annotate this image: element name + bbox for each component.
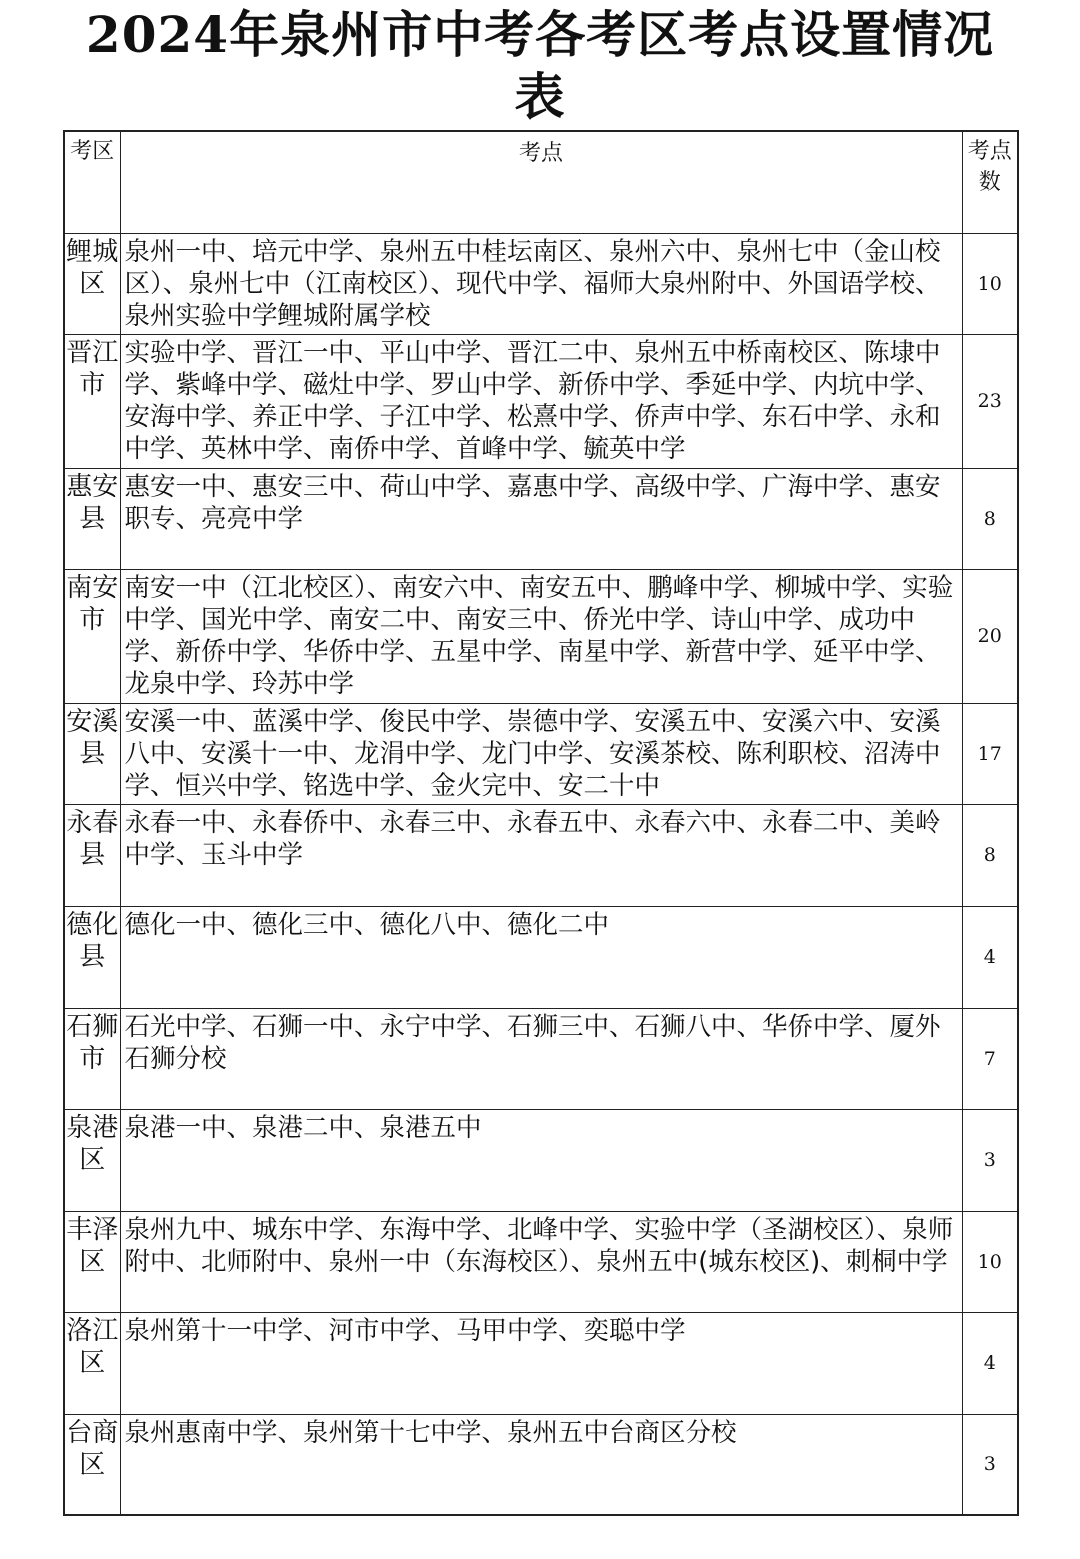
schools-cell: 泉港一中、泉港二中、泉港五中 <box>120 1109 962 1211</box>
district-cell: 鲤城区 <box>64 233 120 334</box>
page-title <box>0 4 1080 128</box>
table-header-row <box>64 131 1018 233</box>
table-row <box>64 1008 1018 1109</box>
district-cell: 泉港区 <box>64 1109 120 1211</box>
schools-cell: 泉州惠南中学、泉州第十七中学、泉州五中台商区分校 <box>120 1414 962 1515</box>
schools-cell: 德化一中、德化三中、德化八中、德化二中 <box>120 906 962 1008</box>
schools-cell: 泉州一中、培元中学、泉州五中桂坛南区、泉州六中、泉州七中（金山校区）、泉州七中（江南校区）、现代中学、福师大泉州附中、外国语学校、泉州实验中学鲤城附属学校 <box>120 233 962 334</box>
schools-cell: 惠安一中、惠安三中、荷山中学、嘉惠中学、高级中学、广海中学、惠安职专、亮亮中学 <box>120 468 962 569</box>
count-cell: 20 <box>962 569 1018 703</box>
district-cell: 洛江区 <box>64 1312 120 1414</box>
table-row <box>64 569 1018 703</box>
count-cell: 8 <box>962 468 1018 569</box>
header-count: 考点数 <box>962 131 1018 233</box>
district-cell: 丰泽区 <box>64 1211 120 1312</box>
district-cell: 石狮市 <box>64 1008 120 1109</box>
schools-cell: 实验中学、晋江一中、平山中学、晋江二中、泉州五中桥南校区、陈埭中学、紫峰中学、磁灶中学、罗山中学、新侨中学、季延中学、内坑中学、安海中学、养正中学、子江中学、松熹中学、侨声中学、东石中学、永和中学、英林中学、南侨中学、首峰中学、毓英中学 <box>120 334 962 468</box>
count-cell: 17 <box>962 703 1018 804</box>
table-row <box>64 906 1018 1008</box>
district-cell: 晋江市 <box>64 334 120 468</box>
table-row <box>64 1109 1018 1211</box>
table-row <box>64 804 1018 906</box>
header-district: 考区 <box>64 131 120 233</box>
count-cell: 4 <box>962 1312 1018 1414</box>
schools-cell: 泉州九中、城东中学、东海中学、北峰中学、实验中学（圣湖校区）、泉师附中、北师附中、泉州一中（东海校区）、泉州五中(城东校区)、刺桐中学 <box>120 1211 962 1312</box>
table-row <box>64 468 1018 569</box>
title-line-1: 2024年泉州市中考各考区考点设置情况 <box>85 5 995 64</box>
schools-cell: 安溪一中、蓝溪中学、俊民中学、崇德中学、安溪五中、安溪六中、安溪八中、安溪十一中、龙涓中学、龙门中学、安溪茶校、陈利职校、沼涛中学、恒兴中学、铭选中学、金火完中、安二十中 <box>120 703 962 804</box>
header-site: 考点 <box>120 131 962 233</box>
table-row <box>64 334 1018 468</box>
schools-cell: 南安一中（江北校区）、南安六中、南安五中、鹏峰中学、柳城中学、实验中学、国光中学、南安二中、南安三中、侨光中学、诗山中学、成功中学、新侨中学、华侨中学、五星中学、南星中学、新营中学、延平中学、龙泉中学、玲苏中学 <box>120 569 962 703</box>
schools-cell: 泉州第十一中学、河市中学、马甲中学、奕聪中学 <box>120 1312 962 1414</box>
count-cell: 8 <box>962 804 1018 906</box>
title-line-2: 表 <box>514 67 566 126</box>
district-cell: 南安市 <box>64 569 120 703</box>
district-cell: 德化县 <box>64 906 120 1008</box>
district-cell: 安溪县 <box>64 703 120 804</box>
table-row <box>64 1414 1018 1515</box>
schools-cell: 石光中学、石狮一中、永宁中学、石狮三中、石狮八中、华侨中学、厦外石狮分校 <box>120 1008 962 1109</box>
table-row <box>64 1211 1018 1312</box>
count-cell: 3 <box>962 1109 1018 1211</box>
count-cell: 7 <box>962 1008 1018 1109</box>
exam-site-table <box>63 130 1019 1516</box>
count-cell: 4 <box>962 906 1018 1008</box>
table-row <box>64 233 1018 334</box>
district-cell: 永春县 <box>64 804 120 906</box>
count-cell: 3 <box>962 1414 1018 1515</box>
count-cell: 10 <box>962 233 1018 334</box>
table-row <box>64 703 1018 804</box>
count-cell: 23 <box>962 334 1018 468</box>
schools-cell: 永春一中、永春侨中、永春三中、永春五中、永春六中、永春二中、美岭中学、玉斗中学 <box>120 804 962 906</box>
count-cell: 10 <box>962 1211 1018 1312</box>
district-cell: 台商区 <box>64 1414 120 1515</box>
table-row <box>64 1312 1018 1414</box>
district-cell: 惠安县 <box>64 468 120 569</box>
